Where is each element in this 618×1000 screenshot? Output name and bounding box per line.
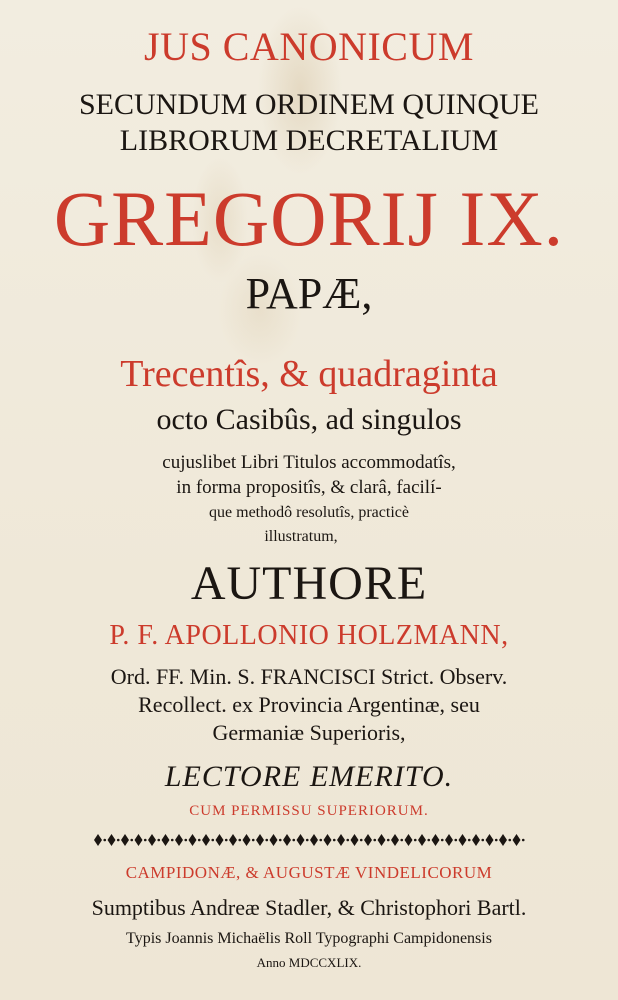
ornament-dot	[495, 839, 498, 842]
ornament-mark	[108, 834, 116, 846]
ornament-dot	[117, 839, 120, 842]
ornament-mark	[189, 834, 197, 846]
ornament-mark	[378, 834, 386, 846]
ornament-mark	[148, 834, 156, 846]
ornament-mark	[418, 834, 426, 846]
ornament-dot	[522, 839, 525, 842]
ornament-dot	[292, 839, 295, 842]
ornament-mark	[459, 834, 467, 846]
ornament-mark	[270, 834, 278, 846]
ornament-mark	[486, 834, 494, 846]
ornament-dot	[184, 839, 187, 842]
ornament-mark	[283, 834, 291, 846]
ornament-dot	[414, 839, 417, 842]
ornament-mark	[351, 834, 359, 846]
ornament-dot	[441, 839, 444, 842]
ornament-mark	[391, 834, 399, 846]
ornament-dot	[171, 839, 174, 842]
ornament-mark	[513, 834, 521, 846]
ornament-mark	[216, 834, 224, 846]
ornament-dot	[130, 839, 133, 842]
ornament-mark	[243, 834, 251, 846]
ornament-mark	[297, 834, 305, 846]
ornament-mark	[445, 834, 453, 846]
ornament-dot	[508, 839, 511, 842]
octo-casibus-line: octo Casibûs, ad singulos	[156, 403, 462, 436]
year-line: Anno MDCCXLIX.	[256, 955, 362, 970]
germaniae-line: Germaniæ Superioris,	[212, 720, 406, 745]
papae-heading: PAPÆ,	[245, 269, 373, 318]
ornament-dot	[211, 839, 214, 842]
ornament-dot	[373, 839, 376, 842]
que-methodo-line: que methodô resolutîs, practicè	[209, 504, 409, 521]
illustratum-line: illustratum,	[264, 528, 338, 545]
cujuslibet-line: cujuslibet Libri Titulos accommodatîs,	[162, 452, 456, 473]
ornament-mark	[405, 834, 413, 846]
pope-name-heading: GREGORIJ IX.	[53, 175, 565, 262]
ornament-dot	[238, 839, 241, 842]
ornamental-rule	[92, 832, 526, 848]
ornament-mark	[135, 834, 143, 846]
ornament-mark	[310, 834, 318, 846]
ornament-dot	[306, 839, 309, 842]
ornament-mark	[175, 834, 183, 846]
order-line: Ord. FF. Min. S. FRANCISCI Strict. Observ.	[110, 664, 508, 689]
ornament-mark	[364, 834, 372, 846]
ornament-mark	[162, 834, 170, 846]
trecentis-line: Trecentîs, & quadraginta	[120, 353, 498, 395]
publisher-line: Sumptibus Andreæ Stadler, & Christophori Bartl.	[91, 895, 527, 920]
ornament-dot	[427, 839, 430, 842]
ornament-dot	[400, 839, 403, 842]
permissu-line: CUM PERMISSU SUPERIORUM.	[189, 803, 429, 819]
ornament-dot	[333, 839, 336, 842]
ornament-mark	[472, 834, 480, 846]
ornament-mark	[94, 834, 102, 846]
ornament-dot	[265, 839, 268, 842]
ornament-mark	[229, 834, 237, 846]
ornament-dot	[198, 839, 201, 842]
ornament-dot	[454, 839, 457, 842]
ornament-mark	[121, 834, 129, 846]
recollect-line: Recollect. ex Provincia Argentinæ, seu	[138, 692, 480, 717]
ornament-mark	[337, 834, 345, 846]
ornament-mark	[432, 834, 440, 846]
ornament-dot	[103, 839, 106, 842]
ornament-mark	[256, 834, 264, 846]
ornament-mark	[202, 834, 210, 846]
ornament-mark	[324, 834, 332, 846]
ornament-dot	[279, 839, 282, 842]
ornament-dot	[157, 839, 160, 842]
ornament-dot	[468, 839, 471, 842]
title-line-librorum: LIBRORUM DECRETALIUM	[119, 124, 499, 157]
ornament-dot	[225, 839, 228, 842]
ornament-dot	[319, 839, 322, 842]
printer-line: Typis Joannis Michaëlis Roll Typographi Campidonensis	[126, 930, 492, 947]
ornament-dot	[360, 839, 363, 842]
lectore-emerito-line: LECTORE EMERITO.	[164, 760, 454, 793]
ornament-dot	[387, 839, 390, 842]
ornament-dot	[252, 839, 255, 842]
ornament-dot	[346, 839, 349, 842]
authore-heading: AUTHORE	[190, 557, 428, 610]
title-line-secundum: SECUNDUM ORDINEM QUINQUE	[79, 88, 539, 121]
ornament-mark	[499, 834, 507, 846]
in-forma-line: in forma propositîs, & clarâ, facilí-	[176, 477, 442, 498]
ornament-dot	[144, 839, 147, 842]
title-line-jus-canonicum: JUS CANONICUM	[144, 24, 474, 69]
ornament-dot	[481, 839, 484, 842]
imprint-place-line: CAMPIDONÆ, & AUGUSTÆ VINDELICORUM	[125, 863, 493, 882]
author-name: P. F. APOLLONIO HOLZMANN,	[109, 620, 509, 651]
